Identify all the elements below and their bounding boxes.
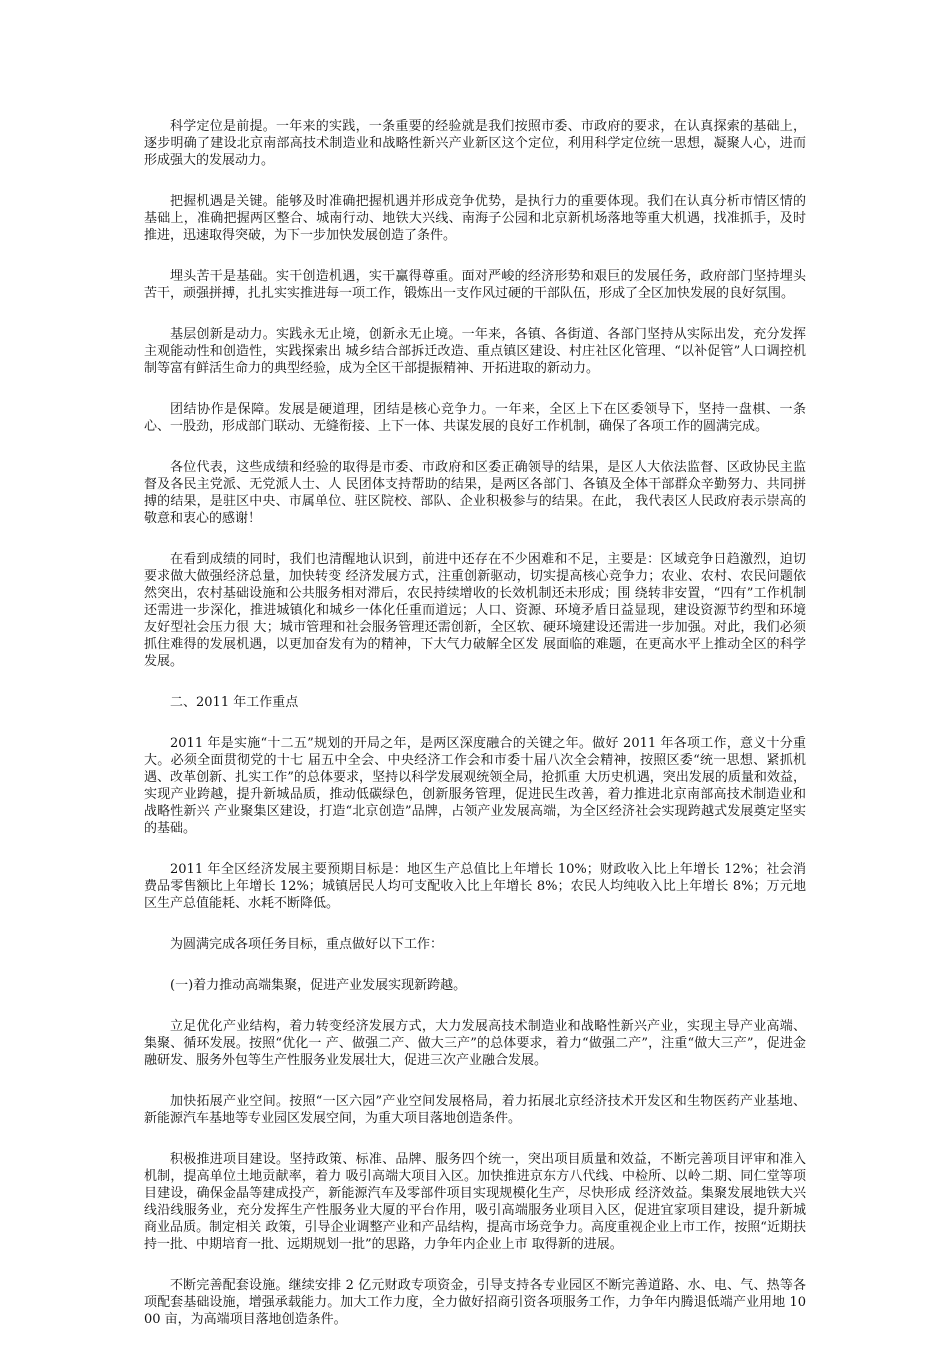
paragraph-difficulties: 在看到成绩的同时，我们也清醒地认识到，前进中还存在不少困难和不足，主要是：区域竞争日趋激烈，迫切要求做大做强经济总量，加快转变 经济发展方式，注重创新驱动，切实提高核心竞争力；农业、农村、农民问题依然突出，农村基础设施和公共服务相对滞后，农民持续增收的长效机制还未形成；围 绕转非安置，“四有”工作机制还需进一步深化，推进城镇化和城乡一体化任重而道远；人口、资源、环境矛盾日益显现，建设资源节约型和环境友好型社会压力很 大；城市管理和社会服务管理还需创新，全区软、硬环境建设还需进一步加强。对此，我们必须抓住难得的发展机遇，以更加奋发有为的精神，下大气力破解全区发 展面临的难题，在更高水平上推动全区的科学发展。 — [144, 552, 806, 669]
paragraph-unity-cooperation: 团结协作是保障。发展是硬道理，团结是核心竞争力。一年来，全区上下在区委领导下，坚持一盘棋、一条心、一股劲，形成部门联动、无缝衔接、上下一体、共谋发展的良好工作机制，确保了各项工作的圆满完成。 — [144, 402, 806, 434]
paragraph-supporting-facilities: 不断完善配套设施。继续安排 2 亿元财政专项资金，引导支持各专业园区不断完善道路、水、电、气、热等各项配套基础设施，增强承载能力。加大工作力度，全力做好招商引资各项服务工作，力争年内腾退低端产业用地 1000 亩，为高端项目落地创造条件。 — [144, 1278, 806, 1327]
paragraph-hard-work: 埋头苦干是基础。实干创造机遇，实干赢得尊重。面对严峻的经济形势和艰巨的发展任务，政府部门坚持埋头苦干，顽强拼搏，扎扎实实推进每一项工作，锻炼出一支作风过硬的干部队伍，形成了全区加快发展的良好氛围。 — [144, 269, 806, 301]
paragraph-key-work-intro: 为圆满完成各项任务目标，重点做好以下工作： — [170, 937, 444, 952]
subheading-high-end-cluster: (一)着力推动高端集聚，促进产业发展实现新跨越。 — [170, 978, 467, 993]
paragraph-industrial-space: 加快拓展产业空间。按照“一区六园”产业空间发展格局，着力拓展北京经济技术开发区和生物医药产业基地、新能源汽车基地等专业园区发展空间，为重大项目落地创造条件。 — [144, 1094, 806, 1126]
document-page — [144, 118, 806, 1352]
paragraph-industrial-structure: 立足优化产业结构，着力转变经济发展方式，大力发展高技术制造业和战略性新兴产业，实现主导产业高端、集聚、循环发展。按照“优化一 产、做强二产、做大三产”的总体要求，着力“做强二产”，注重“做大三产”，促进金融研发、服务外包等生产性服务业发展壮大，促进三次产业融合发展。 — [144, 1019, 806, 1068]
paragraph-thanks: 各位代表，这些成绩和经验的取得是市委、市政府和区委正确领导的结果，是区人大依法监督、区政协民主监督及各民主党派、无党派人士、人 民团体支持帮助的结果，是两区各部门、各镇及全体干部群众辛勤努力、共同拼搏的结果，是驻区中央、市属单位、驻区院校、部队、企业积极参与的结果。在此， 我代表区人民政府表示崇高的敬意和衷心的感谢！ — [144, 460, 806, 526]
paragraph-2011-targets: 2011 年全区经济发展主要预期目标是：地区生产总值比上年增长 10%；财政收入比上年增长 12%；社会消费品零售额比上年增长 12%；城镇居民人均可支配收入比上年增长 8%；农民人均纯收入比上年增长 8%；万元地区生产总值能耗、水耗不断降低。 — [144, 862, 806, 911]
paragraph-seize-opportunity: 把握机遇是关键。能够及时准确把握机遇并形成竞争优势，是执行力的重要体现。我们在认真分析市情区情的基础上，准确把握两区整合、城南行动、地铁大兴线、南海子公园和北京新机场落地等重大机遇，找准抓手，及时推进，迅速取得突破，为下一步加快发展创造了条件。 — [144, 194, 806, 243]
paragraph-scientific-positioning: 科学定位是前提。一年来的实践，一条重要的经验就是我们按照市委、市政府的要求，在认真探索的基础上，逐步明确了建设北京南部高技术制造业和战略性新兴产业新区这个定位，利用科学定位统一思想，凝聚人心，进而形成强大的发展动力。 — [144, 119, 806, 168]
paragraph-2011-overview: 2011 年是实施“十二五”规划的开局之年，是两区深度融合的关键之年。做好 2011 年各项工作，意义十分重大。必须全面贯彻党的十七 届五中全会、中央经济工作会和市委十届八次全会精神，按照区委“统一思想、紧抓机遇、改革创新、扎实工作”的总体要求，坚持以科学发展观统领全局，抢抓重 大历史机遇，突出发展的质量和效益，实现产业跨越，提升新城品质，推动低碳绿色，创新服务管理，促进民生改善，着力推进北京南部高技术制造业和战略性新兴 产业聚集区建设，打造“北京创造”品牌，占领产业发展高端，为全区经济社会实现跨越式发展奠定坚实的基础。 — [144, 736, 806, 836]
paragraph-project-construction: 积极推进项目建设。坚持政策、标准、品牌、服务四个统一，突出项目质量和效益，不断完善项目评审和准入机制，提高单位土地贡献率，着力 吸引高端大项目入区。加快推进京东方八代线、中检所、以岭二期、同仁堂等项目建设，确保金晶等建成投产，新能源汽车及零部件项目实现规模化生产，尽快形成 经济效益。集聚发展地铁大兴线沿线服务业，充分发挥生产性服务业大厦的平台作用，吸引高端服务业项目入区，促进宜家项目建设，提升新城商业品质。制定相关 政策，引导企业调整产业和产品结构，提高市场竞争力。高度重视企业上市工作，按照“近期扶持一批、中期培育一批、远期规划一批”的思路，力争年内企业上市 取得新的进展。 — [144, 1152, 806, 1252]
section-heading: 二、2011 年工作重点 — [170, 695, 299, 710]
paragraph-grassroots-innovation: 基层创新是动力。实践永无止境，创新永无止境。一年来，各镇、各街道、各部门坚持从实际出发，充分发挥主观能动性和创造性，实践探索出 城乡结合部拆迁改造、重点镇区建设、村庄社区化管理、“以补促管”人口调控机制等富有鲜活生命力的典型经验，成为全区干部提振精神、开拓进取的新动力。 — [144, 327, 806, 376]
